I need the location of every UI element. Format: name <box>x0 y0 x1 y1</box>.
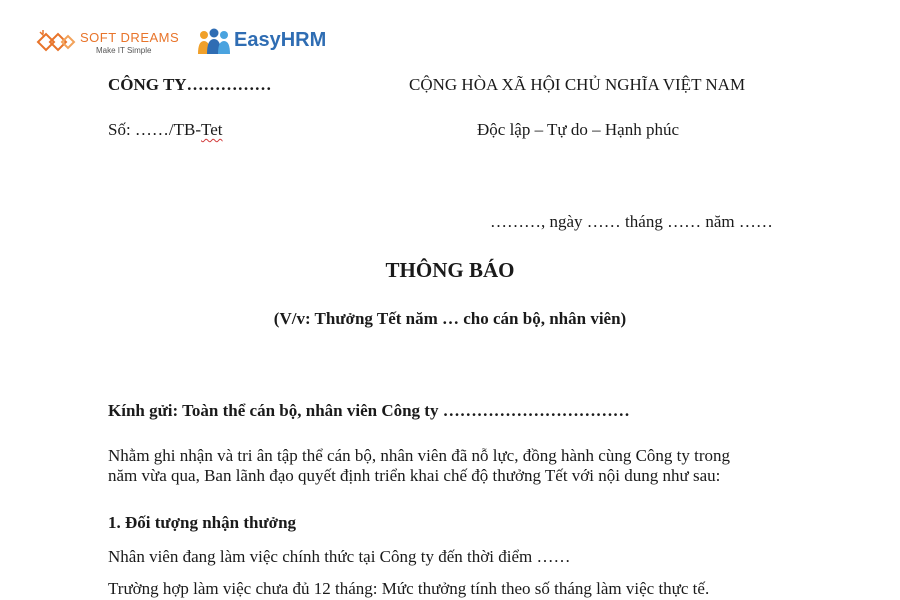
easyhrm-logo-icon <box>196 26 232 58</box>
recipient-line: Kính gửi: Toàn thể cán bộ, nhân viên Công ty …………………………… <box>108 401 630 420</box>
document-number-prefix: Số: ……/TB- <box>108 120 202 139</box>
softdreams-logo-icon <box>34 26 78 58</box>
softdreams-tagline: Make IT Simple <box>96 46 152 55</box>
header-logos <box>34 24 354 60</box>
document-subtitle: (V/v: Thưởng Tết năm … cho cán bộ, nhân viên) <box>273 309 627 328</box>
intro-paragraph <box>108 446 808 486</box>
document-number-code: Tet <box>201 120 223 139</box>
easyhrm-name: EasyHRM <box>234 29 327 51</box>
document-title: THÔNG BÁO <box>385 258 515 282</box>
company-name: CÔNG TY…………… <box>108 75 272 94</box>
softdreams-name: SOFT DREAMS <box>80 30 180 45</box>
section-1-line-2: Trường hợp làm việc chưa đủ 12 tháng: Mức thưởng tính theo số tháng làm việc thực tế. <box>108 579 710 598</box>
national-motto: Độc lập – Tự do – Hạnh phúc <box>477 120 679 139</box>
intro-line-1: Nhằm ghi nhận và tri ân tập thể cán bộ, nhân viên đã nỗ lực, đồng hành cùng Công ty trong <box>108 446 731 465</box>
section-1-heading: 1. Đối tượng nhận thưởng <box>108 513 297 532</box>
section-1-line-1: Nhân viên đang làm việc chính thức tại Công ty đến thời điểm …… <box>108 547 571 566</box>
date-line: ………, ngày …… tháng …… năm …… <box>490 212 773 231</box>
intro-line-2: năm vừa qua, Ban lãnh đạo quyết định triển khai chế độ thưởng Tết với nội dung như sau: <box>108 466 721 485</box>
country-name: CỘNG HÒA XÃ HỘI CHỦ NGHĨA VIỆT NAM <box>409 75 746 94</box>
document-number <box>108 120 223 140</box>
